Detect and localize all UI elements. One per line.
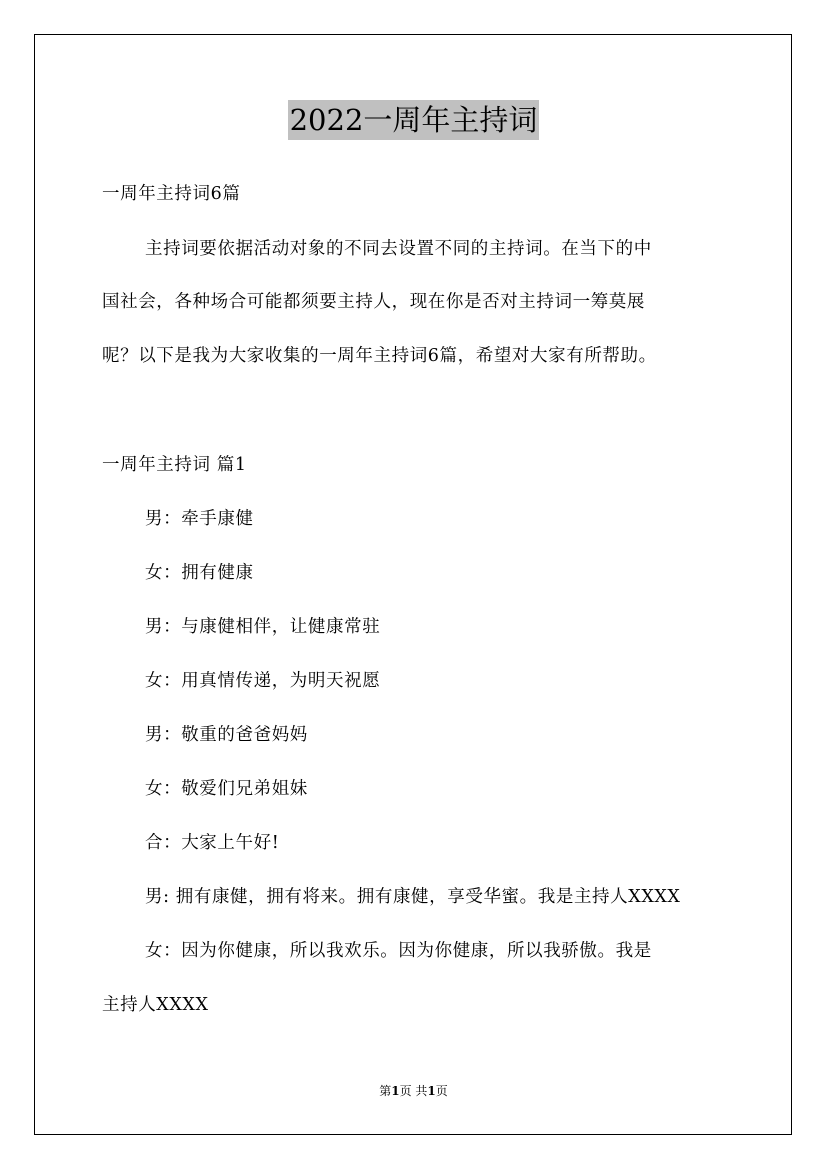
footer-suffix: 页 <box>435 1084 448 1098</box>
title-container <box>0 100 827 140</box>
dialogue-line: 男：敬重的爸爸妈妈 <box>145 725 308 745</box>
footer-page-number: 1 <box>391 1084 400 1098</box>
dialogue-line: 合：大家上午好! <box>145 833 280 853</box>
dialogue-line-continuation: 主持人XXXX <box>102 995 209 1015</box>
page-footer <box>0 1083 827 1099</box>
dialogue-line: 女：拥有健康 <box>145 563 254 583</box>
dialogue-line: 女：用真情传递，为明天祝愿 <box>145 671 381 691</box>
dialogue-line: 女：敬爱们兄弟姐妹 <box>145 779 308 799</box>
footer-total-pages: 1 <box>427 1084 436 1098</box>
document-title: 2022一周年主持词 <box>288 100 540 140</box>
section-heading: 一周年主持词 篇1 <box>102 455 247 475</box>
intro-line-1: 主持词要依据活动对象的不同去设置不同的主持词。在当下的中 <box>145 239 652 259</box>
dialogue-line: 男：牵手康健 <box>145 509 254 529</box>
intro-line-2: 国社会，各种场合可能都须要主持人，现在你是否对主持词一筹莫展 <box>102 292 645 312</box>
subtitle: 一周年主持词6篇 <box>102 184 241 204</box>
footer-prefix: 第 <box>379 1084 392 1098</box>
dialogue-line: 男: 拥有康健，拥有将来。拥有康健，享受华蜜。我是主持人XXXX <box>145 887 681 907</box>
dialogue-line: 女：因为你健康，所以我欢乐。因为你健康，所以我骄傲。我是 <box>145 941 652 961</box>
intro-line-3: 呢？以下是我为大家收集的一周年主持词6篇，希望对大家有所帮助。 <box>102 346 657 366</box>
footer-mid: 页 共 <box>399 1084 428 1098</box>
dialogue-line: 男：与康健相伴，让健康常驻 <box>145 617 381 637</box>
